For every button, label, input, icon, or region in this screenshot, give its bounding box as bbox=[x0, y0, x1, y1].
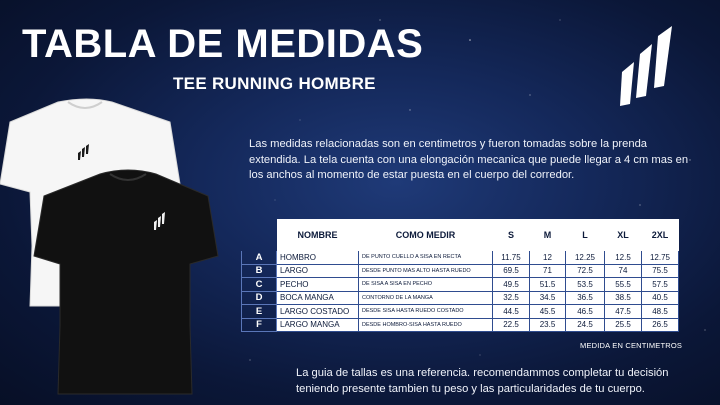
value-l: 46.5 bbox=[566, 305, 605, 319]
value-l: 12.25 bbox=[566, 251, 605, 265]
shirts-illustration bbox=[0, 96, 240, 405]
row-letter: C bbox=[242, 278, 277, 292]
table-row bbox=[242, 305, 679, 319]
row-name: LARGO MANGA bbox=[277, 318, 359, 332]
row-name: LARGO bbox=[277, 264, 359, 278]
value-xl: 38.5 bbox=[605, 291, 642, 305]
table-row bbox=[242, 251, 679, 265]
row-how: DESDE SISA HASTA RUEDO COSTADO bbox=[359, 305, 493, 319]
value-xl: 47.5 bbox=[605, 305, 642, 319]
value-xl: 55.5 bbox=[605, 278, 642, 292]
value-2xl: 48.5 bbox=[642, 305, 679, 319]
row-letter: E bbox=[242, 305, 277, 319]
black-shirt-icon bbox=[34, 170, 218, 394]
row-how: DESDE PUNTO MAS ALTO HASTA RUEDO bbox=[359, 264, 493, 278]
value-xl: 25.5 bbox=[605, 318, 642, 332]
value-m: 45.5 bbox=[530, 305, 566, 319]
row-letter: F bbox=[242, 318, 277, 332]
value-s: 32.5 bbox=[493, 291, 530, 305]
row-letter: A bbox=[242, 251, 277, 265]
value-m: 12 bbox=[530, 251, 566, 265]
value-2xl: 40.5 bbox=[642, 291, 679, 305]
header-size-s: S bbox=[493, 220, 530, 251]
header-how: COMO MEDIR bbox=[359, 220, 493, 251]
value-2xl: 12.75 bbox=[642, 251, 679, 265]
size-chart-table bbox=[241, 219, 679, 332]
header-letter-cell bbox=[242, 220, 277, 251]
row-how: DESDE HOMBRO-SISA HASTA RUEDO bbox=[359, 318, 493, 332]
value-m: 51.5 bbox=[530, 278, 566, 292]
value-s: 22.5 bbox=[493, 318, 530, 332]
row-name: BOCA MANGA bbox=[277, 291, 359, 305]
value-2xl: 57.5 bbox=[642, 278, 679, 292]
value-xl: 12.5 bbox=[605, 251, 642, 265]
product-subtitle: TEE RUNNING HOMBRE bbox=[173, 74, 376, 93]
row-name: PECHO bbox=[277, 278, 359, 292]
value-s: 49.5 bbox=[493, 278, 530, 292]
row-letter: B bbox=[242, 264, 277, 278]
header-size-xl: XL bbox=[605, 220, 642, 251]
page-title: TABLA DE MEDIDAS bbox=[22, 22, 424, 66]
value-l: 24.5 bbox=[566, 318, 605, 332]
value-m: 23.5 bbox=[530, 318, 566, 332]
row-name: LARGO COSTADO bbox=[277, 305, 359, 319]
header-size-2xl: 2XL bbox=[642, 220, 679, 251]
size-guide-note: La guia de tallas es una referencia. recomendammos completar tu decisión teniendo presente tambien tu peso y las particularidades de tu cuerpo. bbox=[296, 367, 669, 395]
table-row bbox=[242, 318, 679, 332]
value-s: 69.5 bbox=[493, 264, 530, 278]
value-s: 11.75 bbox=[493, 251, 530, 265]
row-how: DE SISA A SISA EN PECHO bbox=[359, 278, 493, 292]
value-2xl: 26.5 bbox=[642, 318, 679, 332]
value-xl: 74 bbox=[605, 264, 642, 278]
value-m: 34.5 bbox=[530, 291, 566, 305]
header-size-l: L bbox=[566, 220, 605, 251]
value-m: 71 bbox=[530, 264, 566, 278]
value-l: 72.5 bbox=[566, 264, 605, 278]
table-row bbox=[242, 278, 679, 292]
value-l: 36.5 bbox=[566, 291, 605, 305]
row-how: CONTORNO DE LA MANGA bbox=[359, 291, 493, 305]
header-size-m: M bbox=[530, 220, 566, 251]
brand-logo-icon bbox=[612, 22, 684, 108]
row-how: DE PUNTO CUELLO A SISA EN RECTA bbox=[359, 251, 493, 265]
table-row bbox=[242, 291, 679, 305]
value-l: 53.5 bbox=[566, 278, 605, 292]
header-name: NOMBRE bbox=[277, 220, 359, 251]
row-name: HOMBRO bbox=[277, 251, 359, 265]
table-row bbox=[242, 264, 679, 278]
table-header-row bbox=[242, 220, 679, 251]
value-2xl: 75.5 bbox=[642, 264, 679, 278]
value-s: 44.5 bbox=[493, 305, 530, 319]
measurement-description: Las medidas relacionadas son en centimetros y fueron tomadas sobre la prenda extendida. La tela cuenta con una elongación mecanica que puede llegar a 4 cm mas en los anchos al momento de estar puesta en el cuerpo del corredor. bbox=[249, 138, 689, 181]
unit-note: MEDIDA EN CENTIMETROS bbox=[580, 341, 683, 350]
row-letter: D bbox=[242, 291, 277, 305]
